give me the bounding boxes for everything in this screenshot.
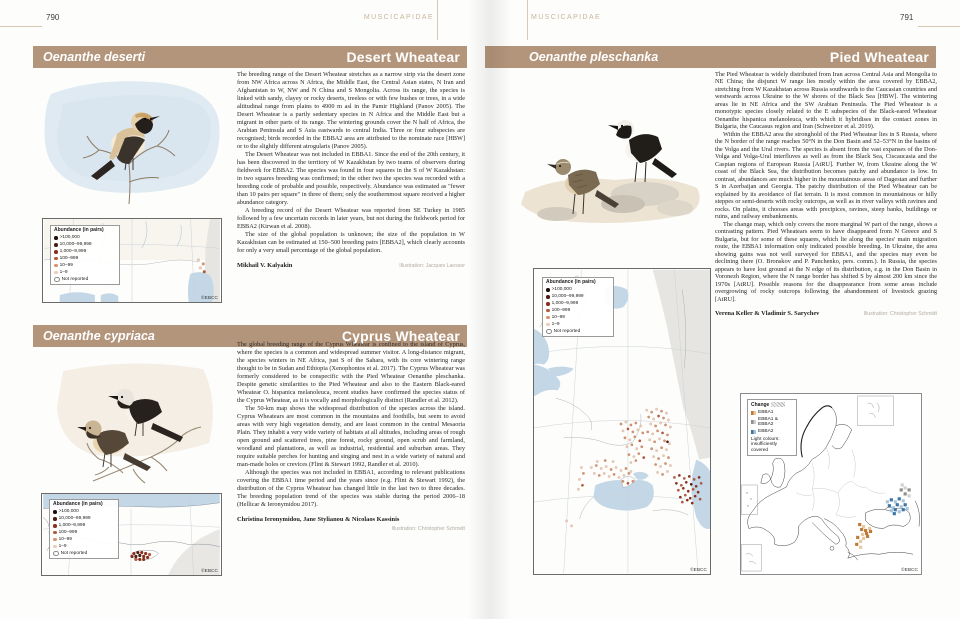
legend-label: 10–99 <box>59 262 73 268</box>
family-header-right: MUSCICAPIDAE <box>531 14 602 21</box>
legend-label: EBBA1 <box>758 409 774 415</box>
pied-wheatear-male <box>608 120 677 182</box>
legend-row <box>751 429 793 435</box>
legend-dot-icon <box>53 510 57 514</box>
legend-row <box>751 417 793 428</box>
family-header-left: MUSCICAPIDAE <box>363 14 434 21</box>
legend-row <box>53 530 115 536</box>
legend-row <box>546 308 610 314</box>
abundance-legend <box>542 277 614 337</box>
species-account <box>715 71 937 303</box>
cyprus-wheatear-text <box>237 341 465 532</box>
legend-dot-icon <box>54 264 58 268</box>
illustration-credit: Illustration: Christopher Schmidt <box>863 311 937 318</box>
map-credit: ©EBCC <box>201 296 218 301</box>
author: Verena Keller & Vladimir S. Sarychev <box>715 310 820 318</box>
legend-label: >100,000 <box>59 235 80 241</box>
scientific-name: Oenanthe cypriaca <box>43 329 155 343</box>
illustration-credit: Illustration: Jacques Laesser <box>399 262 465 269</box>
legend-note: Light colours: insufficiently covered <box>751 436 780 453</box>
legend-row <box>53 516 115 522</box>
cyprus-wheatear-abundance-map <box>41 493 222 576</box>
legend-row <box>751 410 793 416</box>
legend-dot-icon <box>546 329 552 335</box>
map-credit: ©EBCC <box>201 569 218 574</box>
stable-hatch-icon <box>771 402 785 407</box>
legend-dot-icon <box>54 277 60 283</box>
legend-label: 100–999 <box>59 255 79 261</box>
header-rule-right <box>918 26 960 27</box>
legend-title: Abundance (in pairs) <box>53 501 103 507</box>
legend-row <box>546 329 610 335</box>
header-rule-vertical-right <box>527 0 528 40</box>
legend-row <box>546 301 610 307</box>
legend-dot-icon <box>54 257 58 261</box>
legend-dot-icon <box>54 243 58 247</box>
legend-dot-icon <box>546 295 550 299</box>
legend-row <box>53 537 115 543</box>
legend-label: 10,000–99,999 <box>59 242 92 248</box>
legend-label: 1,000–9,999 <box>59 248 87 254</box>
byline <box>715 310 937 318</box>
paragraph: The global breeding range of the Cyprus Wheatear is confined to the island of Cyprus, where the species is a common and widespread summer visitor. A long-distance migrant, the species winters in NE Africa, just S of the Sahara, with its core wintering range thought to be in Sudan and Ethiopia (Xenophontos et al. 2017). The Cyprus Wheatear was formerly considered to be conspecific with the Pied Wheatear Oenanthe pleschanka. Despite genetic similarities to the Pied Wheatear and also to the Eastern Black-eared Wheatear O. hispanica melanoleuca, recent studies have confirmed the species status of the Cyprus Wheatear, as it is vocally and morphologically distinct (Randler et al. 2012). <box>237 341 465 404</box>
legend-label: 100–999 <box>551 307 571 313</box>
abundance-legend <box>49 499 119 559</box>
byline <box>237 516 465 533</box>
legend-row <box>546 287 610 293</box>
desert-wheatear-abundance-map <box>42 218 222 303</box>
paragraph: The size of the global population is unknown; the size of the population in W Kazakhstan can be estimated at 150–500 breeding pairs [EBBA2], which clearly accounts for only a very small percentage of the global population. <box>237 230 465 254</box>
legend-dot-icon <box>546 309 550 313</box>
paragraph: The change map, which only covers the more marginal W part of the range, shows a contrasting pattern. Pied Wheatears seem to have disappeared from N Greece and S Bulgaria, but for some of these squares, which lie along the species' main migration route, the EBBA1 information only indicated possible breeding. In Ukraine, the area showing gains was not well surveyed for EBBA1, and the species may even be declining there (O. Bronskov and P. Panchenko, pers. comm.). In Russia, the species appears to have lost ground at the N edge of its distribution, e.g. in the Don Basin in Voronezh Region, where the N range border has shifted S by almost 200 km since the 1970s [AtRU]. Possible reasons for the disappearance from some areas include overgrowing of rocky outcrops following the abandonment of livestock grazing [AtRU]. <box>715 220 937 303</box>
abundance-legend <box>50 225 120 285</box>
legend-label: EBBA1 & EBBA2 <box>758 416 778 428</box>
legend-square-icon <box>751 420 756 424</box>
scientific-name: Oenanthe deserti <box>43 50 146 64</box>
legend-label: 1–9 <box>58 543 67 549</box>
legend-dot-icon <box>546 302 550 306</box>
legend-label: Not reported <box>553 328 581 334</box>
legend-row <box>53 523 115 529</box>
legend-dot-icon <box>546 288 550 292</box>
legend-label: 1,000–9,999 <box>58 522 86 528</box>
pied-wheatear-change-map <box>740 393 922 575</box>
legend-label: 1–9 <box>59 269 68 275</box>
legend-row <box>54 242 116 248</box>
legend-row <box>546 322 610 328</box>
legend-label: Not reported <box>61 276 89 282</box>
pied-wheatear-illustration <box>505 72 711 230</box>
legend-dot-icon <box>54 236 58 240</box>
pied-wheatear-text <box>715 71 937 318</box>
legend-label: >100,000 <box>551 287 572 293</box>
page-number-right: 791 <box>900 13 914 22</box>
legend-row <box>54 256 116 262</box>
legend-row <box>54 235 116 241</box>
legend-label: 10,000–99,999 <box>551 294 584 300</box>
legend-dot-icon <box>54 271 58 275</box>
paragraph: Within the EBBA2 area the stronghold of the Pied Wheatear lies in S Russia, where the N border of the range reaches 50°N in the Don Basin and 52–53°N in the basins of the Volga and the Ural rivers. The species is absent from the vast expanses of the Don-Volga and Volga-Ural interfluves as well as from the Black Sea, Ciscaucasia and the Caspian regions of European Russia [AtRU]. Further W, from Ukraine along the W coast of the Black Sea, the distribution becomes patchy and abundance is low. In contrast, abundances are much higher in the mountainous areas of Dagestan and further S in Azerbaijan and Georgia. The patchy distribution of the Pied Wheatear can be explained by its avoidance of flat terrain. It is most common in mountainous or hilly steppes or semi-deserts with rocky outcrops, as well as in river valleys with ravines and rocks. On plains, it chooses areas with precipices, ravines, steep banks, buildings or ruins, and railway embankments. <box>715 130 937 221</box>
species-account <box>237 71 465 255</box>
paragraph: A breeding record of the Desert Wheatear was reported from SE Turkey in 1985 followed by a few uncertain records in later years, but not during the fieldwork period for EBBA2 (Kirwan et al. 2008). <box>237 206 465 230</box>
legend-row <box>54 263 116 269</box>
desert-wheatear-text <box>237 71 465 270</box>
legend-dot-icon <box>53 551 59 557</box>
legend-square-icon <box>751 430 756 434</box>
paragraph: The Pied Wheatear is widely distributed from Iran across Central Asia and Mongolia to NE China; the disjunct W range lies mostly within the area covered by EBBA2, stretching from W Kazakhstan across Russia southwards to the Caucasian countries and westwards across Ukraine to the W shores of the Black Sea [HBW]. The wintering areas lie in NE Africa and the SW Arabian Peninsula. The Pied Wheatear is a monotypic species closely related to the E subspecies of the Black-eared Wheatear Oenanthe hispanica melanoleuca, with which it hybridises in the contact zones in Bulgaria, the Caucasus region and Iran (Schweizer et al. 2019). <box>715 71 937 131</box>
legend-label: Not reported <box>60 550 88 556</box>
legend-label: 10,000–99,999 <box>58 516 91 522</box>
map-credit: ©EBCC <box>901 568 918 573</box>
legend-dot-icon <box>53 531 57 535</box>
author: Christina Ieronymidou, Jane Stylianou & Nicolaos Kassinis <box>237 515 400 523</box>
common-name: Cyprus Wheatear <box>341 328 460 344</box>
legend-row <box>53 544 115 550</box>
byline <box>237 262 465 270</box>
legend-dot-icon <box>54 250 58 254</box>
legend-dot-icon <box>546 323 550 327</box>
desert-wheatear-illustration <box>33 70 230 216</box>
legend-dot-icon <box>546 316 550 320</box>
page-number-left: 790 <box>46 13 60 22</box>
header-rule-vertical-left <box>437 0 438 40</box>
common-name: Pied Wheatear <box>829 49 929 65</box>
legend-dot-icon <box>53 524 57 528</box>
legend-row <box>546 294 610 300</box>
legend-row <box>54 277 116 283</box>
species-title-bar-pied-wheatear <box>485 46 936 68</box>
cyprus-wheatear-illustration <box>33 349 230 490</box>
legend-label: 10–99 <box>551 314 565 320</box>
legend-row <box>546 315 610 321</box>
legend-title: Change <box>751 402 793 409</box>
legend-row <box>53 551 115 557</box>
paragraph: The Desert Wheatear was not included in EBBA1. Since the end of the 20th century, it has been discovered in the territory of W Kazakhstan by two teams of observers during fieldwork for EBBA2. The species was found in four squares in the S of W Kazakhstan: in two squares breeding was confirmed; in the other two the species was recorded with a breeding code of probable and possible, respectively. Abundance was estimated as "fewer than 10 pairs per square" in three of them; only the southernmost square received a higher abundance category. <box>237 150 465 206</box>
paragraph: The breeding range of the Desert Wheatear stretches as a narrow strip via the desert zone from NW Africa across N Africa, the Middle East, the Central Asian states, N Iran and Afghanistan to W, NW and N China and S Mongolia. Across its range, the species is linked with sandy, clayey or rocky deserts, treeless or with few bushes or trees, in a wide altitudinal range from plains to 4900 m asl in the Pamir Highland (Panov 2005). The Desert Wheatear is a partly sedentary species in N Africa and the Middle East but a migrant in other parts of its range. The wintering grounds cover the N half of Africa, the Arabian Peninsula and S Asia eastwards to central India. Three or four subspecies are recognised; birds recorded in the EBBA2 area are attributed to the nominate race [HBW] or to the slightly different atrogularis (Panov 2005). <box>237 71 465 150</box>
legend-dot-icon <box>53 538 57 542</box>
legend-label: 100–999 <box>58 529 78 535</box>
species-title-bar-desert-wheatear <box>33 46 467 68</box>
species-account <box>237 341 465 509</box>
paragraph: Although the species was not included in EBBA1, according to relevant publications covering the EBBA1 time period and the years since (e.g. Flint & Stewart 1992), the distribution of the Cyprus Wheatear has changed little in the last two to three decades. The breeding population trend of the species was stable during the period 2006–18 (Hellicar & Ieronymidou 2017). <box>237 468 465 508</box>
legend-dot-icon <box>53 517 57 521</box>
legend-square-icon <box>751 411 756 415</box>
legend-row <box>54 249 116 255</box>
legend-label: 1–9 <box>551 321 560 327</box>
pied-wheatear-abundance-map <box>533 268 711 575</box>
legend-title: Abundance (in pairs) <box>546 279 596 285</box>
legend-title: Abundance (in pairs) <box>54 227 104 233</box>
illustration-credit: Illustration: Christopher Schmidt <box>391 525 465 532</box>
paragraph: The 50-km map shows the widespread distribution of the species across the island. Cyprus Wheatears are most common in the mountains and foothills, but seem to avoid areas with very high vegetation density, and are least common in the central Mesaoria Plain. They inhabit a very wide variety of habitats at all altitudes, including areas of rough open ground and scattered trees, pine forest, rocky ground, open scrub and farmland, woodland and plantations, as well as industrial, residential and suburban areas. They require suitable perches for hunting and singing and nest in a wide variety of natural and man-made holes or crevices (Flint & Stewart 1992, Randler et al. 2010). <box>237 404 465 468</box>
legend-label: EBBA2 <box>758 429 774 435</box>
author: Mikhail V. Kalyakin <box>237 261 293 269</box>
legend-label: 10–99 <box>58 536 72 542</box>
change-legend <box>747 399 797 456</box>
legend-row <box>53 509 115 515</box>
legend-row <box>54 270 116 276</box>
legend-label: 1,000–9,999 <box>551 300 579 306</box>
header-rule-left <box>0 26 42 27</box>
map-credit: ©EBCC <box>690 568 707 573</box>
common-name: Desert Wheatear <box>346 49 460 65</box>
black-sea <box>60 292 119 302</box>
legend-label: >100,000 <box>58 509 79 515</box>
scientific-name: Oenanthe pleschanka <box>529 50 659 64</box>
legend-dot-icon <box>53 545 57 549</box>
